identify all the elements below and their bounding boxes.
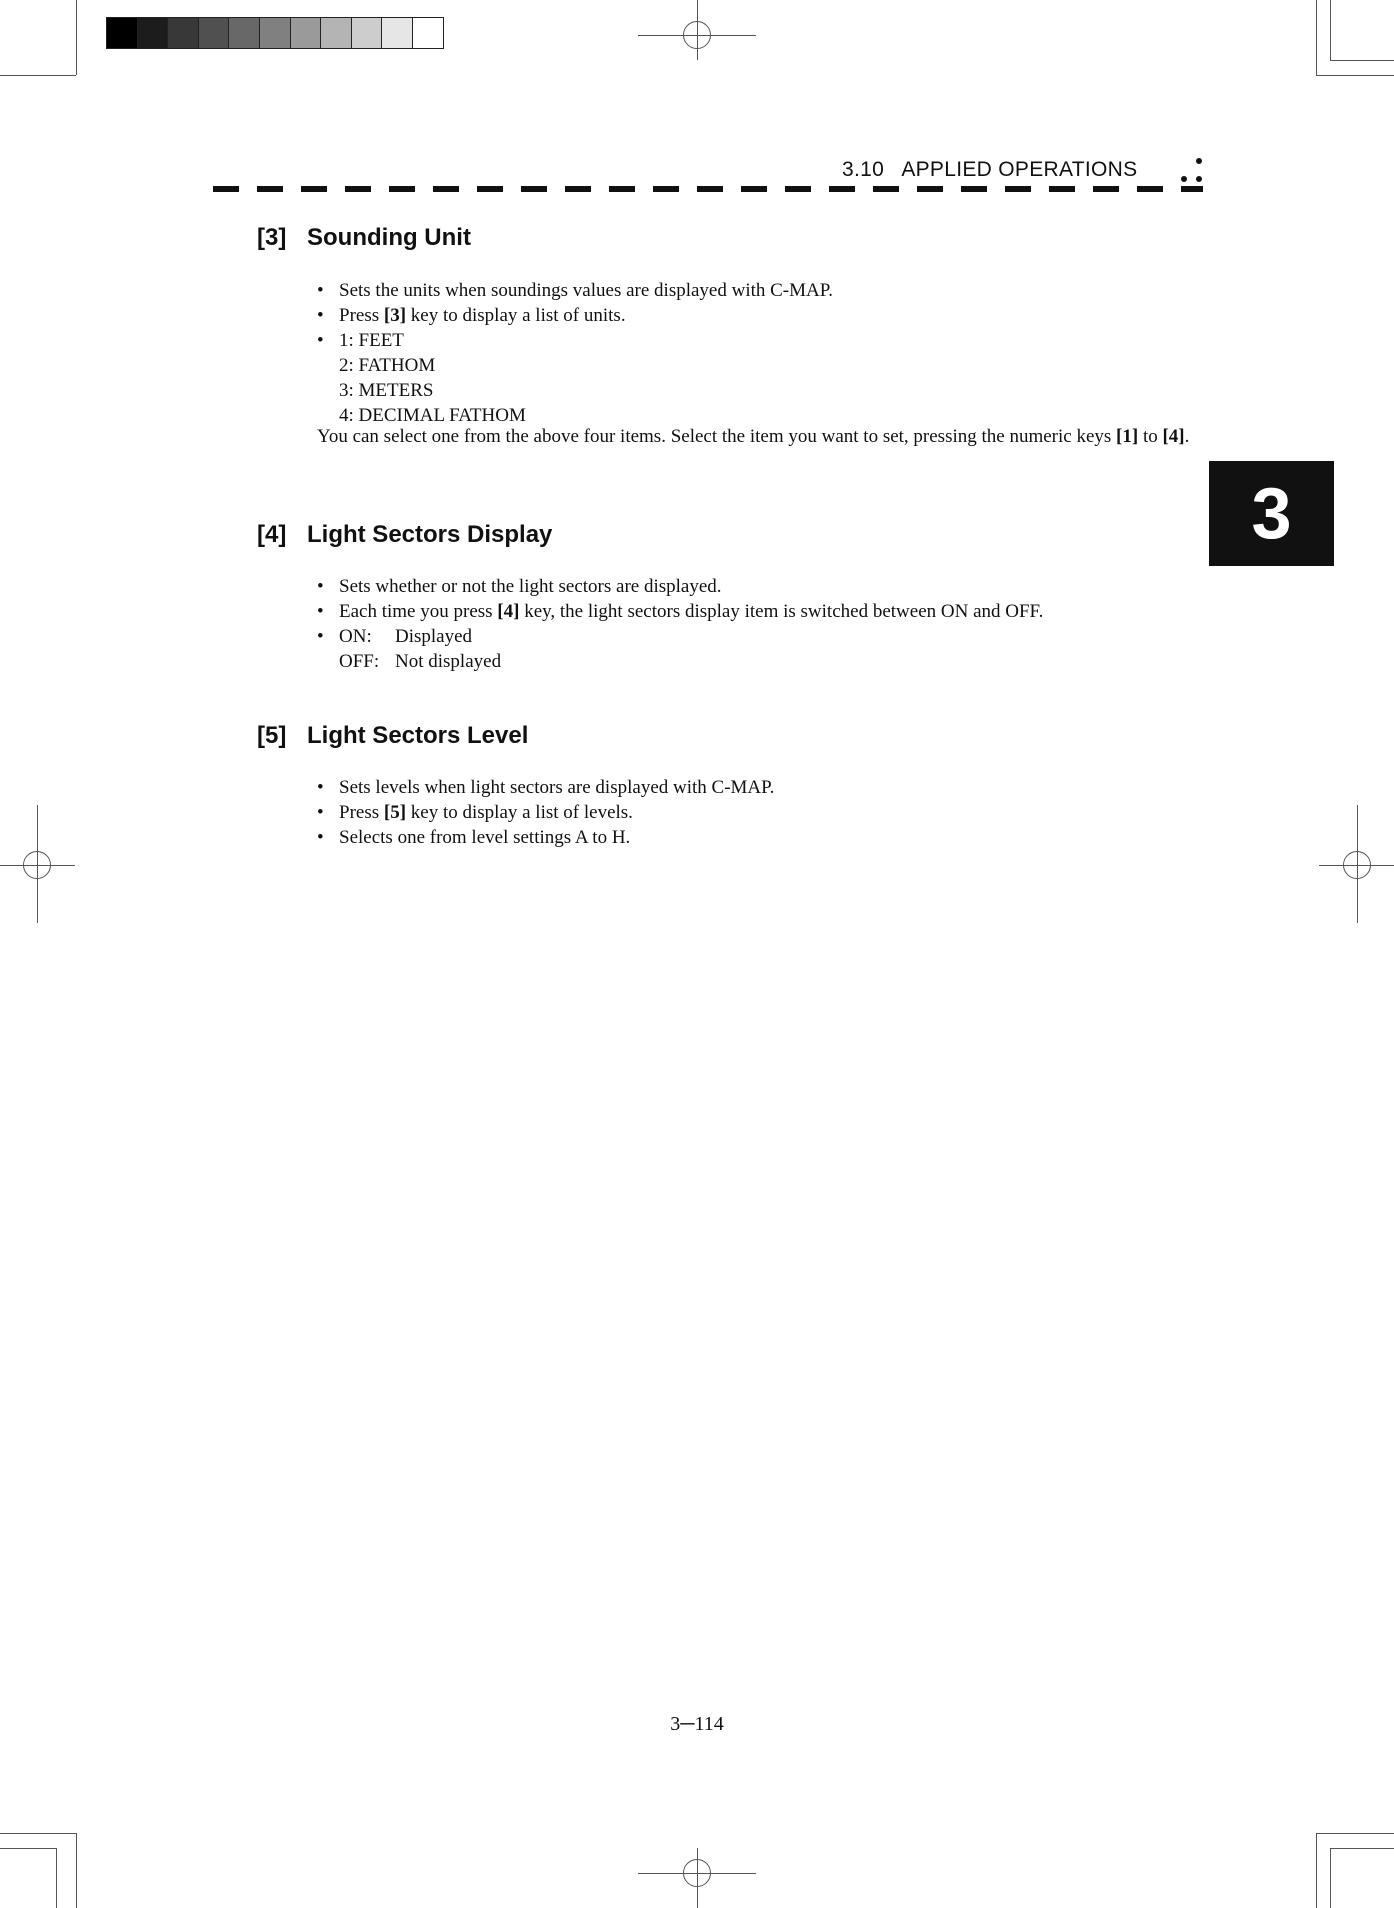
- list-item: • Sets levels when light sectors are displayed with C-MAP.: [317, 775, 774, 800]
- header-dots-icon: [1178, 158, 1206, 186]
- grayscale-cell: [320, 18, 351, 48]
- grayscale-cell: [198, 18, 229, 48]
- grayscale-cell: [167, 18, 198, 48]
- section-title-sounding-unit: [3] Sounding Unit: [257, 224, 471, 251]
- grayscale-cell: [290, 18, 321, 48]
- light-sectors-level-list: [317, 775, 774, 850]
- list-item: • ON: Displayed OFF: Not displayed: [317, 624, 1043, 674]
- running-header: 3.10 APPLIED OPERATIONS: [842, 158, 1138, 181]
- list-item: • Press [3] key to display a list of units.: [317, 303, 833, 328]
- light-sectors-display-list: [317, 574, 1043, 674]
- header-dash-rule: [213, 186, 1203, 192]
- grayscale-cell: [412, 18, 443, 48]
- grayscale-cell: [259, 18, 290, 48]
- page-number: 3─114: [670, 1713, 724, 1735]
- list-item: • Selects one from level settings A to H.: [317, 825, 774, 850]
- section-title-light-sectors-display: [4] Light Sectors Display: [257, 521, 553, 548]
- grayscale-cell: [381, 18, 412, 48]
- grayscale-cell: [351, 18, 382, 48]
- sounding-unit-note: You can select one from the above four items. Select the item you want to set, pressing the numeric keys [1] to [4].: [317, 426, 1190, 447]
- grayscale-cell: [228, 18, 259, 48]
- grayscale-cell: [107, 18, 137, 48]
- sounding-unit-list: [317, 278, 833, 428]
- chapter-tab: 3: [1209, 461, 1334, 566]
- list-item: • Each time you press [4] key, the light sectors display item is switched between ON and OFF.: [317, 599, 1043, 624]
- grayscale-strip: [106, 17, 444, 49]
- list-item: • Press [5] key to display a list of levels.: [317, 800, 774, 825]
- list-item: • Sets whether or not the light sectors are displayed.: [317, 574, 1043, 599]
- list-item: • Sets the units when soundings values are displayed with C-MAP.: [317, 278, 833, 303]
- section-title-light-sectors-level: [5] Light Sectors Level: [257, 722, 529, 749]
- grayscale-cell: [137, 18, 168, 48]
- list-item: • 1: FEET 2: FATHOM 3: METERS 4: DECIMAL FATHOM: [317, 328, 833, 428]
